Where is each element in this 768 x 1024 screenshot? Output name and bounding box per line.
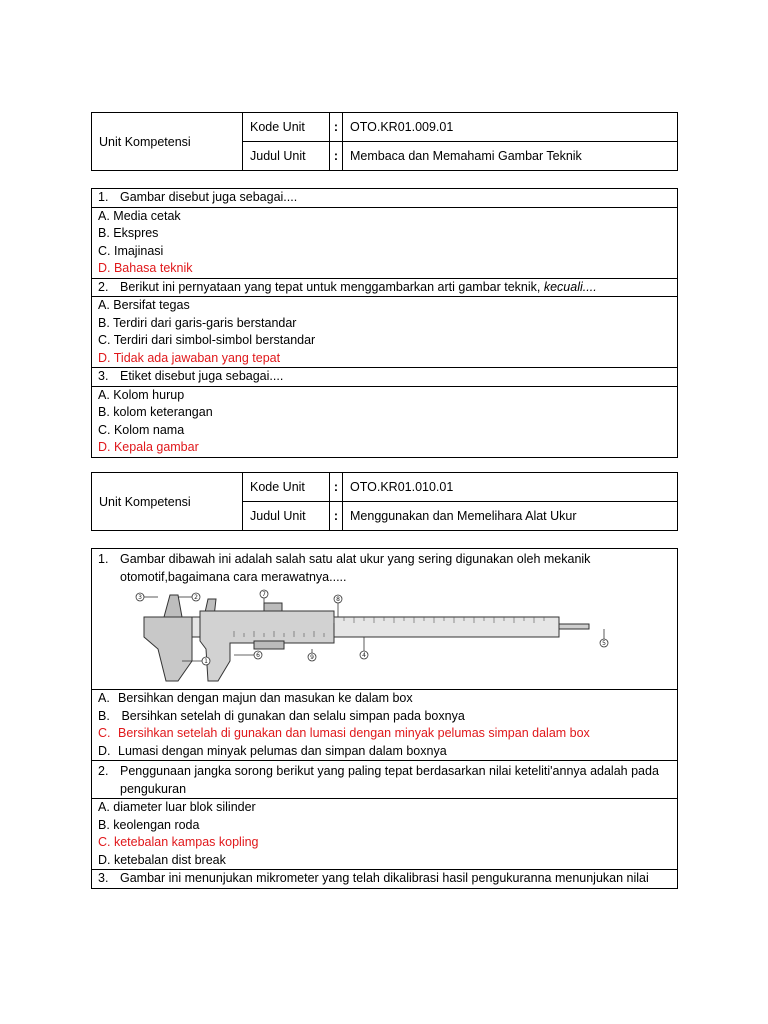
unit-table-1	[91, 112, 678, 171]
question-text-line-1: Gambar dibawah ini adalah salah satu alat ukur yang sering digunakan oleh mekanik	[120, 552, 591, 566]
kode-unit-label: Kode Unit	[243, 473, 330, 502]
question-text: Etiket disebut juga sebagai....	[120, 369, 284, 383]
option-letter: B.	[98, 708, 110, 723]
option-text: Bersihkan setelah di gunakan dan lumasi dengan minyak pelumas simpan dalam box	[118, 726, 590, 740]
unit-table-2	[91, 472, 678, 531]
kode-unit-value: OTO.KR01.010.01	[343, 473, 678, 502]
question-block-1	[91, 188, 678, 458]
option-a: A. Kolom hurup	[98, 387, 185, 402]
option-c: C. Terdiri dari simbol-simbol berstandar	[98, 333, 316, 347]
option-letter: D.	[98, 743, 111, 758]
judul-unit-label: Judul Unit	[243, 142, 330, 171]
kode-unit-value: OTO.KR01.009.01	[343, 113, 678, 142]
option-letter: C.	[98, 726, 111, 740]
kode-unit-label: Kode Unit	[243, 113, 330, 142]
question-text: Gambar disebut juga sebagai....	[120, 190, 298, 204]
question-1	[92, 189, 677, 208]
callout-label-3: 3	[138, 594, 142, 601]
question-number: 3.	[98, 871, 109, 885]
answer-list-1	[92, 208, 677, 279]
callout-label-9: 9	[310, 654, 314, 661]
option-c-correct	[98, 725, 671, 743]
option-a: A. Bersifat tegas	[98, 298, 190, 312]
question-3	[92, 368, 677, 387]
callout-label-6: 6	[256, 652, 260, 659]
question-1	[92, 551, 677, 690]
option-c-correct: C. ketebalan kampas kopling	[98, 835, 259, 849]
question-text-line-2: otomotif,bagaimana cara merawatnya.....	[120, 569, 347, 584]
question-text: Gambar ini menunjukan mikrometer yang telah dikalibrasi hasil pengukuranna menunjukan nilai	[120, 871, 649, 885]
question-text-italic: kecuali....	[543, 279, 597, 294]
judul-unit-label: Judul Unit	[243, 502, 330, 531]
question-number: 3.	[98, 369, 109, 383]
judul-unit-value: Menggunakan dan Memelihara Alat Ukur	[343, 502, 678, 531]
unit-kompetensi-label: Unit Kompetensi	[92, 473, 243, 531]
option-b: B. Ekspres	[98, 226, 159, 240]
callout-label-1: 1	[204, 658, 208, 665]
answer-list-3	[92, 387, 677, 457]
question-text-line-2: pengukuran	[120, 781, 187, 796]
judul-unit-value: Membaca dan Memahami Gambar Teknik	[343, 142, 678, 171]
option-a: A. Media cetak	[98, 208, 181, 223]
option-a: A. diameter luar blok silinder	[98, 800, 256, 814]
question-number: 2.	[98, 764, 109, 778]
option-d	[98, 743, 671, 761]
option-letter: A.	[98, 691, 110, 705]
callout-label-5: 5	[602, 640, 606, 647]
option-b: B. keolengan roda	[98, 817, 200, 832]
option-d: D. ketebalan dist break	[98, 852, 226, 867]
colon: :	[330, 142, 343, 171]
question-text: Berikut ini pernyataan yang tepat untuk menggambarkan arti gambar teknik,	[120, 279, 544, 294]
callout-label-7: 7	[262, 591, 266, 598]
question-number: 1.	[98, 190, 109, 204]
option-d-correct: D. Bahasa teknik	[98, 261, 193, 275]
option-b: B. kolom keterangan	[98, 405, 213, 419]
question-number: 1.	[98, 552, 109, 566]
option-c: C. Imajinasi	[98, 243, 164, 258]
option-b: B. Terdiri dari garis-garis berstandar	[98, 315, 297, 330]
option-d-correct: D. Kepala gambar	[98, 440, 199, 454]
option-d-correct: D. Tidak ada jawaban yang tepat	[98, 350, 281, 365]
colon: :	[330, 113, 343, 142]
vernier-caliper-figure	[134, 589, 606, 689]
option-text: Bersihkan setelah di gunakan dan selalu simpan pada boxnya	[118, 708, 465, 723]
callout-label-4: 4	[362, 652, 366, 659]
colon: :	[330, 473, 343, 502]
answer-list-5	[92, 799, 677, 870]
question-2	[92, 279, 677, 298]
unit-kompetensi-label: Unit Kompetensi	[92, 113, 243, 171]
question-text-line-1: Penggunaan jangka sorong berikut yang paling tepat berdasarkan nilai keteliti'annya adalah pada	[120, 764, 659, 778]
answer-list-4	[92, 690, 677, 761]
option-text: Lumasi dengan minyak pelumas dan simpan dalam boxnya	[118, 743, 447, 758]
option-a	[98, 690, 671, 708]
callout-label-2: 2	[194, 594, 198, 601]
answer-list-2	[92, 297, 677, 368]
option-c: C. Kolom nama	[98, 422, 185, 437]
question-2	[92, 763, 677, 799]
colon: :	[330, 502, 343, 531]
option-b	[98, 708, 671, 726]
question-3	[92, 870, 677, 888]
question-block-2	[91, 548, 678, 889]
question-number: 2.	[98, 279, 109, 294]
callout-label-8: 8	[336, 596, 340, 603]
option-text: Bersihkan dengan majun dan masukan ke dalam box	[118, 691, 413, 705]
